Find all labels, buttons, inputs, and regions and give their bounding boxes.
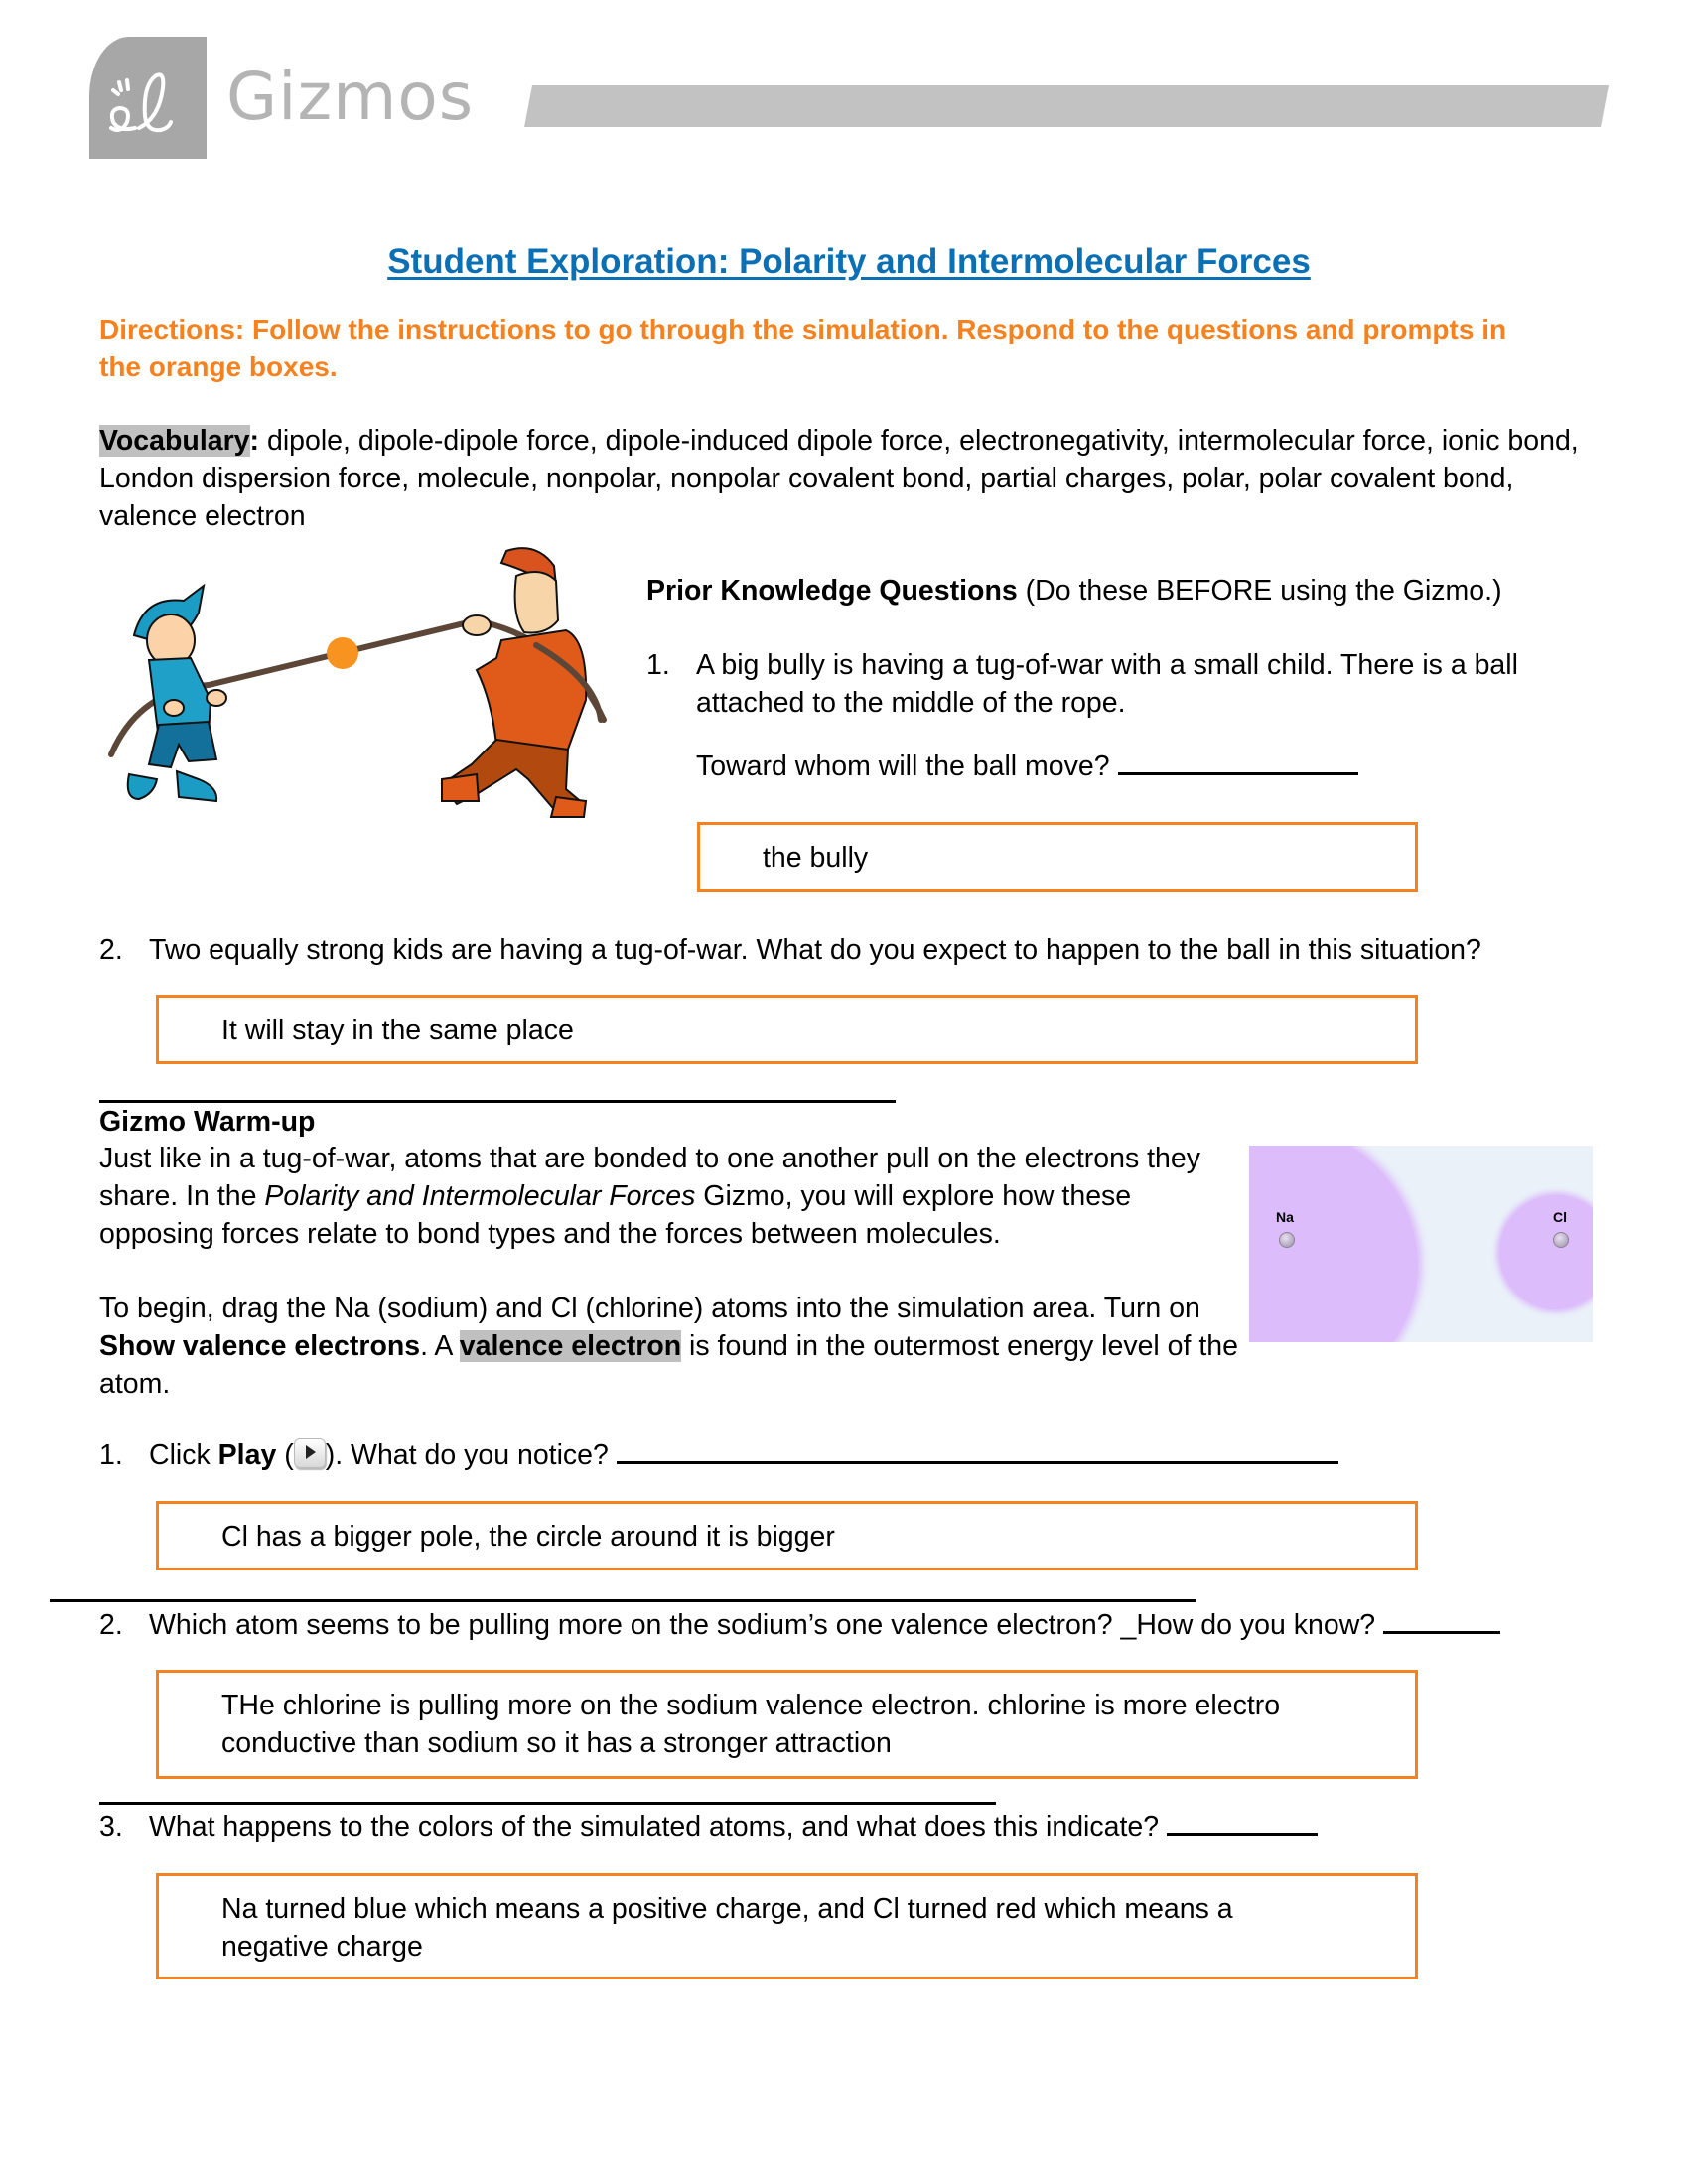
explorelearning-logo-icon xyxy=(89,37,207,159)
child-figure xyxy=(128,586,226,801)
warm-up-question-3: 3. What happens to the colors of the simulated atoms, and what does this indicate? xyxy=(99,1808,1318,1845)
header-bar xyxy=(524,85,1609,127)
vocabulary-label: Vocabulary xyxy=(99,425,250,457)
warm-up-question-1: 1. Click Play ( ). What do you notice? xyxy=(99,1436,1338,1474)
cl-electron-cloud xyxy=(1499,1195,1593,1309)
brand-name: Gizmos xyxy=(226,59,475,135)
ball xyxy=(327,637,358,669)
vocabulary-terms: dipole, dipole-dipole force, dipole-induced dipole force, electronegativity, intermolecular force, ionic bond, London dispersion force, molecule, nonpolar, nonpolar covalent bond, partial charges, polar, polar covalent bond, valence electron xyxy=(99,425,1579,532)
answer-text: It will stay in the same place xyxy=(221,1015,574,1046)
answer-box-prior-1[interactable] xyxy=(697,822,1418,892)
cl-nucleus xyxy=(1553,1232,1569,1248)
answer-box-warmup-3[interactable] xyxy=(156,1873,1418,1979)
answer-text-line2: negative charge xyxy=(221,1931,423,1963)
warm-up-paragraph-1: Just like in a tug-of-war, atoms that are bonded to one another pull on the electrons they share. In the Polarity and Intermolecular Forces Gizmo, you will explore how these opposing forces relate to bond types and the forces between molecules. xyxy=(99,1143,1201,1250)
answer-text-line1: Na turned blue which means a positive charge, and Cl turned red which means a xyxy=(221,1893,1233,1925)
prior-question-1: 1. A big bully is having a tug-of-war with a small child. There is a ball xyxy=(646,649,1518,681)
answer-blank xyxy=(1118,768,1358,775)
na-electron-cloud xyxy=(1249,1146,1418,1342)
play-button-icon xyxy=(294,1438,326,1468)
cl-label: Cl xyxy=(1553,1209,1567,1225)
answer-blank xyxy=(1383,1627,1500,1634)
warm-up-paragraph-2: To begin, drag the Na (sodium) and Cl (chlorine) atoms into the simulation area. Turn on Show valence electrons. A valence electron is found in the outermost energy level of the atom. xyxy=(99,1293,1238,1400)
answer-line xyxy=(50,1599,1196,1602)
tug-of-war-illustration xyxy=(99,541,626,819)
gizmos-logo xyxy=(89,37,207,159)
directions: Directions: Follow the instructions to go through the simulation. Respond to the questions and prompts in the orange boxes. xyxy=(99,314,1507,382)
na-label: Na xyxy=(1276,1209,1294,1225)
simulation-snapshot xyxy=(1249,1146,1593,1342)
answer-blank xyxy=(1167,1829,1318,1836)
prior-question-1-prompt: Toward whom will the ball move? xyxy=(696,748,1358,785)
answer-box-warmup-1[interactable] xyxy=(156,1501,1418,1570)
warm-up-heading: Gizmo Warm-up xyxy=(99,1106,316,1138)
prior-question-2: 2. Two equally strong kids are having a tug-of-war. What do you expect to happen to the ball in this situation? xyxy=(99,934,1481,966)
na-nucleus xyxy=(1279,1232,1295,1248)
answer-text: Cl has a bigger pole, the circle around it is bigger xyxy=(221,1521,835,1553)
answer-text: the bully xyxy=(763,842,869,874)
answer-box-prior-2[interactable] xyxy=(156,995,1418,1064)
page-title: Student Exploration: Polarity and Intermolecular Forces xyxy=(387,242,1311,281)
answer-line xyxy=(99,1802,996,1805)
prior-question-1-line2: attached to the middle of the rope. xyxy=(696,687,1126,719)
answer-blank xyxy=(617,1457,1338,1464)
vocabulary: Vocabulary: dipole, dipole-dipole force, dipole-induced dipole force, electronegativity, intermolecular force, ionic bond, London dispersion force, molecule, nonpolar, nonpolar covalent bond, partial charges, polar, polar covalent bond, valence electron xyxy=(99,425,1579,532)
answer-text-line1: THe chlorine is pulling more on the sodium valence electron. chlorine is more electro xyxy=(221,1690,1281,1721)
prior-knowledge-heading: Prior Knowledge Questions (Do these BEFORE using the Gizmo.) xyxy=(646,575,1502,607)
answer-text-line2: conductive than sodium so it has a stronger attraction xyxy=(221,1727,892,1759)
answer-box-warmup-2[interactable] xyxy=(156,1670,1418,1779)
warm-up-question-2: 2. Which atom seems to be pulling more on the sodium’s one valence electron? _How do you know? xyxy=(99,1606,1500,1644)
bully-figure xyxy=(442,548,601,817)
